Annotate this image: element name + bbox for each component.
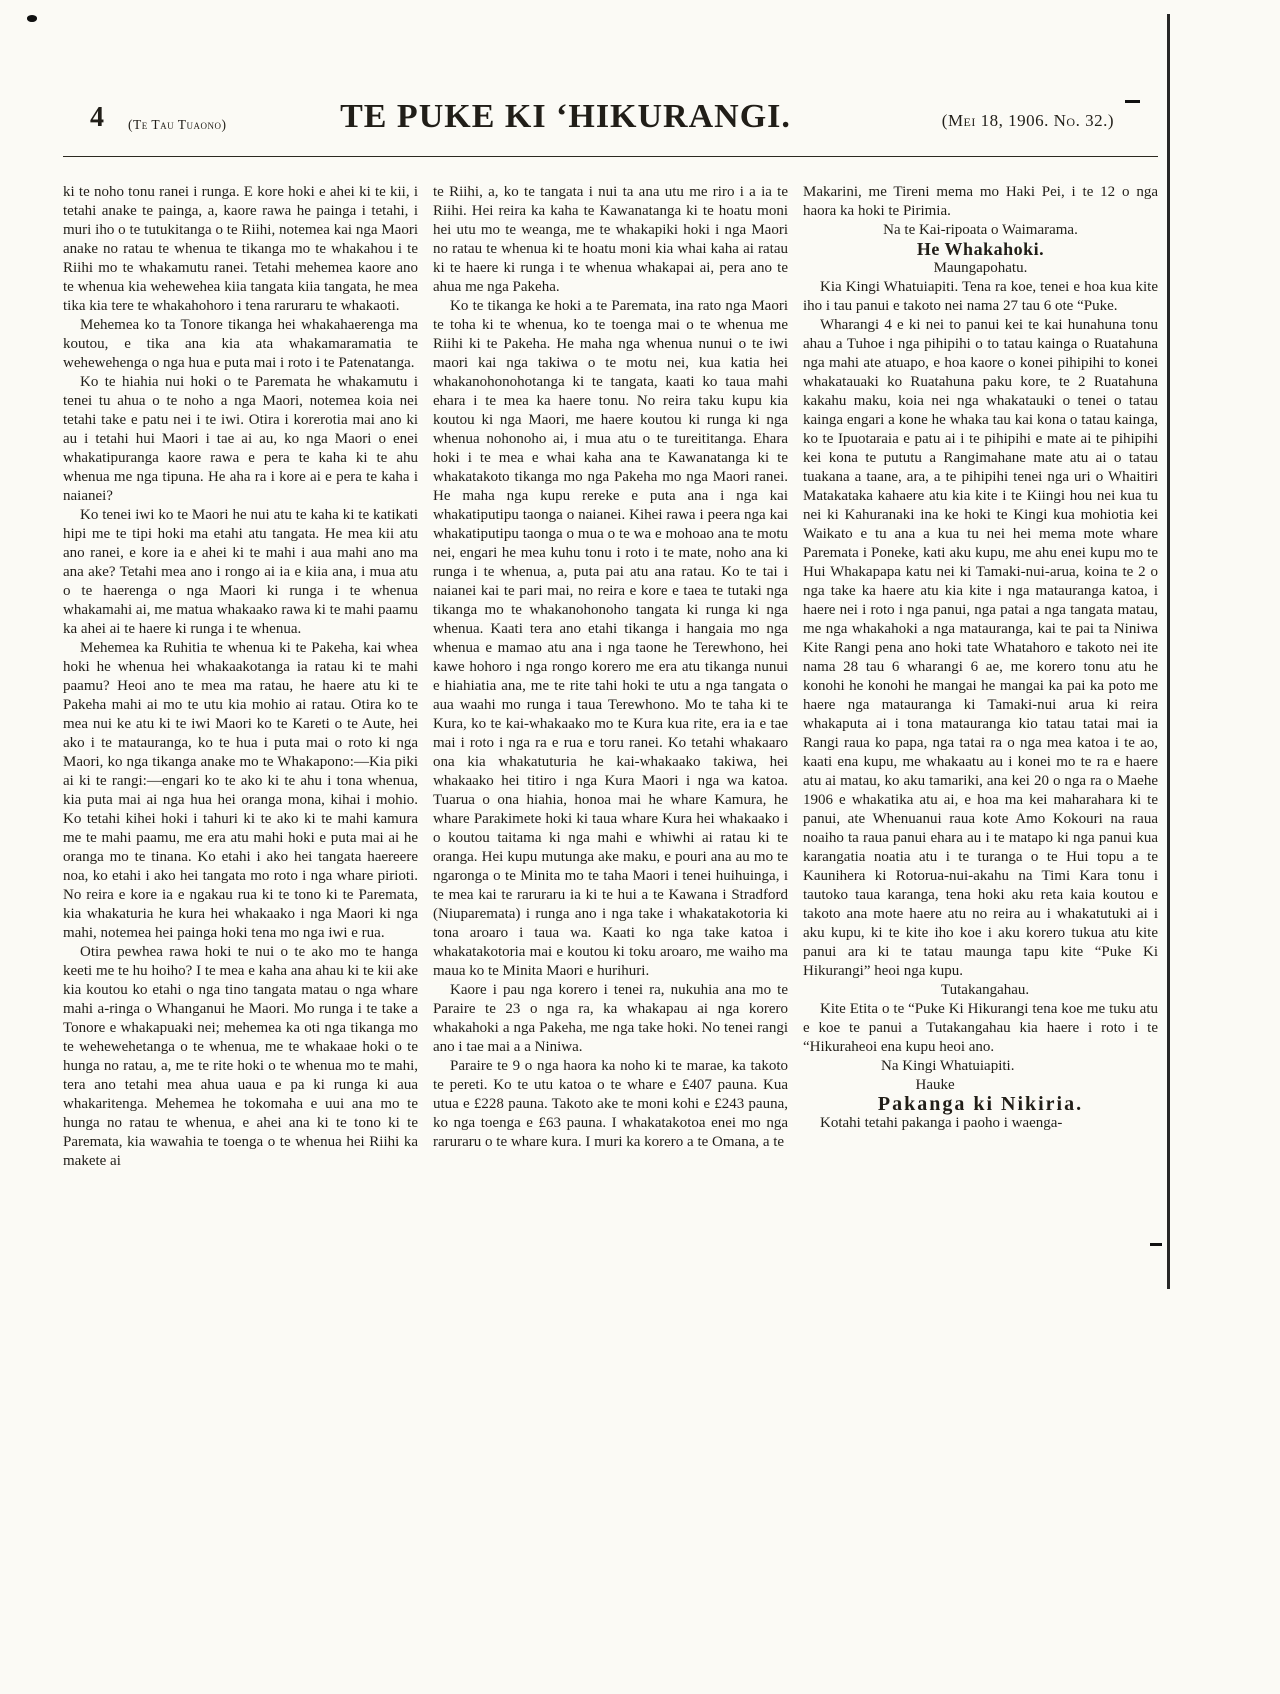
paragraph: ki te noho tonu ranei i runga. E kore hoki e ahei ki te kii, i tetahi anake te painga, a, kaore rawa he painga i tetahi, i muri iho o te tutukitanga o te Riihi, notemea kai nga Maori anake no ratau te whenua te tikanga mo te whakahou i te Riihi mo te whakamutu ranei. Tetahi mehemea kaore ano te whenua kia wehewehea kiia tangata kiia tangata, he mea tika kia tere te whakahohoro i tena raruraru te whakaoti. [63, 184, 418, 314]
masthead [63, 98, 1158, 152]
column-2 [433, 183, 788, 1171]
signature-hauke: Hauke [915, 1077, 955, 1093]
byline: Na te Kai-ripoata o Waimarama. [883, 222, 1078, 238]
article-heading-pakanga-ki-nikiria: Pakanga ki Nikiria. [877, 1093, 1084, 1115]
paragraph: Ko tenei iwi ko te Maori he nui atu te kaha ki te katikati hipi me te tipi hoki ma etahi atu tangata. He mea kii atu ano ranei, e kore ia e ahei ki te mahi i aua mahi ano ma ana ake? Tetahi mea ano i rongo ai ia e kiia ana, i mua atu o te haerenga o nga Maori ki runga i te whenua whakamahi ai, me matua whakaako rawa ki te mahi paamu ka ahei ai te haere ki runga i te whenua. [63, 507, 418, 637]
date-issue-number: (Mei 18, 1906. No. 32.) [941, 111, 1114, 130]
column-3 [803, 183, 1158, 1171]
signature-kingi-whatuiapiti: Na Kingi Whatuiapiti. [881, 1058, 1015, 1074]
paragraph: Makarini, me Tireni mema mo Haki Pei, i te 12 o nga haora ka hoki te Pirimia. [803, 184, 1158, 219]
paragraph: Kaore i pau nga korero i tenei ra, nukuhia ana mo te Paraire te 23 o nga ra, ka whakapau ai nga korero whakahoki a nga Pakeha, me nga take hoki. No tenei rangi ano i tae mai a a Niniwa. [433, 982, 788, 1055]
newspaper-title: TE PUKE KI ‘HIKURANGI. [340, 98, 791, 135]
article-columns [63, 183, 1158, 1171]
scan-artifact-dash-mid [1150, 1243, 1162, 1246]
column-1 [63, 183, 418, 1171]
paragraph: te Riihi, a, ko te tangata i nui ta ana utu me riro i a ia te Riihi. Hei reira ka kaha te Kawanatanga ki te hoatu moni hei utu mo te weanga, me te whakapiki hoki i nga Maori no ratau te whenua ki te hoatu moni kia whai kaha ai ratau ki te haere ki runga i te whenua whakapai ai, pera ano te ahua me nga Pakeha. [433, 184, 788, 295]
paragraph: Ko te hiahia nui hoki o te Paremata he whakamutu i tenei tu ahua o te noho a nga Maori, notemea koia nei tetahi take e patu nei i te iwi. Otira i korerotia mai ano ki au i tetahi hui Maori i tae ai au, ko nga Maori o enei whakatipuranga kaore rawa e pera te kaha ki te ahu whenua me nga tipuna. He aha ra i kore ai e pera te kaha i naianei? [63, 374, 418, 504]
paragraph: Paraire te 9 o nga haora ka noho ki te marae, ka takoto te pereti. Ko te utu katoa o te whare e £407 pauna. Kua utua e £228 pauna. Takoto ake te moni kohi e £243 pauna, ko nga toenga e £63 pauna. I whakatakotoa enei mo nga raruraru o te whare kura. I muri ka korero a te Omana, a te [433, 1058, 788, 1150]
paragraph: Kia Kingi Whatuiapiti. Tena ra koe, tenei e hoa kua kite iho i tau panui e takoto nei nama 27 tau 6 ote “Puke. [803, 279, 1158, 314]
scan-artifact-right-edge-line [1167, 14, 1170, 1289]
article-heading-he-whakahoki: He Whakahoki. [916, 239, 1045, 259]
edition-note: (Te Tau Tuaono) [128, 117, 227, 132]
paragraph: Wharangi 4 e ki nei to panui kei te kai hunahuna tonu ahau a Tuhoe i nga pihipihi o to tatau kainga o Ruatahuna nga mahi ate atuapo, e hoa kaore o konei pihipihi to konei whakatauaki ko Ruatahuna paku kore, te 2 Ruatahuna kakahu maku, koia nei nga whakatauki o tenei o tatau kainga engari a kone he whaka tau kai kona o tatau kainga, ko te Ipuotaraia e patu ai i te pihipihi e mate ai te pihipihi kei kona te pututu a Rangimahane mate atu ai o tatau tuakana a taane, ara, a te pihipihi tenei nga uri o Whaitiri Matakataka kahaere atu kia kite i te Kiingi hou nei kua tu nei ki Kahuranaki ina ke hoki te Kingi kua mohiotia kei Waikato e tu ana a kua tu nei hei mema mote whare Paremata i Poneke, kati aku kupu, me ahu enei kupu mo te Hui Whakapapa katu nei ki Tamaki-nui-arua, koina te 2 o nga take ka haere atu kia kite i nga matauranga katoa, i haere nei i roto i nga panui, nga patai a nga tangata matau, me nga whakahoki a nga matauranga, kai te pai ta Niniwa Kite Rangi pena ano hoki tate Whatahoro e takoto nei ite nama 28 tau 6 wharangi 6 ae, me korero tonu atu he konohi he konohi he mangai he mangai ka pai ka poto me haere nga matauranga ki Tamaki-nui arua ki reira whakaputa ai i tona matauranga kio tatau tatai mai ia Rangi raua ko papa, nga tatai ra o nga mea katoa i te ao, kaati ena kupu, me whakaatu au i konei mo te ra e haere atu ai matau, ko aku tamariki, ana kei 20 o nga ra o Maehe 1906 e whakatika atu ai, e hoa ma kei maharahara ki te panui, ate Whenuanui raua kote Amo Kokouri na raua noaiho ta raua panui ehara au i te matapo ki nga panui kua karangatia noatia atu i te turanga o te Hui topu a te Kaunihera ki Rotorua-nui-akahu na Timi Kara tonu i tautoko taua karanga, tena hoki aku reta kaia koutou e takoto ana mote haere atu no reira au i whakatutuki ai i aku kupu, ki te kite iho koe i aku korero tukua atu kite panui ara ki te tatau maunga tapu kite “Puke Ki Hikurangi” heoi nga kupu. [803, 317, 1158, 979]
paragraph: Mehemea ko ta Tonore tikanga hei whakahaerenga ma koutou, e tika ana kia ata whakamaramatia te wehewehenga o nga hua e puta mai i roto i te Patenatanga. [63, 317, 418, 371]
scan-artifact-top-left [27, 15, 37, 22]
paragraph: Kite Etita o te “Puke Ki Hikurangi tena koe me tuku atu e koe te panui a Tutakangahau kia haere i roto i te “Hikuraheoi ena kupu heoi ano. [803, 1001, 1158, 1055]
page-number: 4 [90, 102, 104, 133]
paragraph: Ko te tikanga ke hoki a te Paremata, ina rato nga Maori te toha ki te whenua, ko te toenga mai o te whenua me Riihi ki te Pakeha. He maha nga whenua nunui o te iwi maori kai nga takiwa o te motu nei, kua katia hei whakanohonohotanga ki te tangata, kaati ko taua mahi ehara i te mea ka haere tonu. No reira taku kupu kia koutou ki nga Maori, me haere koutou ki runga ki nga whenua nohonoho ai, i mua atu o te tureititanga. Ehara hoki i te mea e whai kaha ana te Kawanatanga ki te whakatakoto tikanga mo nga Pakeha mo nga Maori ranei. He maha nga kupu rereke e puta ana i nga kai whakatiputipu taonga o naianei. Kihei rawa i peera nga kai whakatiputipu taonga o mua o te wa e mohoao ana te motu nei, engari he mea kuhu tonu i roto i te mate, noho ana ki runga i te whenua, a, puta pai atu ana ratau. Ko te tai i naianei kai te pari mai, no reira e kore e taea te tutaki nga tikanga mo te whakanohonoho tangata ki runga ki nga whenua. Kaati tera ano etahi tikanga i hangaia mo nga whenua e mamao atu ana i nga taone he Terewhono, hei kawe hohoro i nga rongo korero me era atu tikanga nunui e hiahiatia ana, me te rite tahi hoki te utu a nga tangata o aua waahi mo runga i taua Terewhono. Mo te taha ki te Kura, ko te kai-whakaako mo te Kura kua rite, era ia e tae mai i roto i nga ra e rua e toru ranei. Ko tetahi whakaaro ona kia whakatuturia he kai-whakaako takiwa, hei whakaako hei titiro i nga Kura Maori i nga wa katoa. Tuarua o ona hiahia, honoa mai he whare Kamura, he whare Parakimete hoki ki taua whare Kura hei whakaako i o koutou taitama ki nga mahi e whiwhi ai ratau ki te oranga. Hei kupu mutunga ake maku, e pouri ana au mo te ngaronga o te Minita mo te taha Maori i tenei huihuinga, i te mea kai te raruraru ia ki te hui a te Kawana i Stradford (Niuparemata) i runga ano i nga take i whakatakotoria ki tona aroaro i taua wa. Kaati ko nga take katoa i whakatakotoria mai e koutou ki toku aroaro, me waiho ma maua ko te Minita Maori e hurihuri. [433, 298, 788, 979]
paragraph: Mehemea ka Ruhitia te whenua ki te Pakeha, kai whea hoki he whenua hei whakaakotanga ia ratau ki te mahi paamu? Heoi ano te mea ma ratau, he haere atu ki te Pakeha mahi ai mo te utu kia mohio ai ratau. Otira ko te mea nui ke atu ki te iwi Maori ko te Kareti o te Aute, hei ako i te matauranga, ko te hua i puta mai o roto ki nga Maori, ko nga tikanga anake mo te Whakapono:—Kia piki ai ki te rangi:—engari ko te ako ki te ahu i tona whenua, kia puta mai ai nga hua hei oranga mona, kihai i mohio. Ko tetahi kihei hoki i tahuri ki te ako ki te mahi kamura me te mahi paamu, me era atu mahi hoki e puta mai ai he oranga mo te tinana. Ko etahi i ako hei tangata haereere noa, ko etahi i ako hei tangata mo roto i nga whare pirioti. No reira e kore ia e ngakau rua ki te tono ki te Paremata, kia whakaturia he kura hei whakaako i nga Maori ki nga mahi, notemea hei painga hoki tena mo nga iwi e rua. [63, 640, 418, 941]
signature-tutakangahau: Tutakangahau. [941, 982, 1030, 998]
paragraph: Kotahi tetahi pakanga i paoho i waenga- [820, 1115, 1063, 1131]
paragraph: Otira pewhea rawa hoki te nui o te ako mo te hanga keeti me te hu hoiho? I te mea e kaha ana ahau ki te kii ake kia koutou ko etahi o nga tino tangata matau o nga whare mahi a-ringa o Whanganui he Maori. Mo runga i te take a Tonore e whakapuaki nei; mehemea ka oti nga tikanga mo te wehewehetanga o te whenua, me te whakaae hoki o te hunga no ratau, a, me te rite hoki o te whenua mo te mahi, tera ano tetahi mea ahua uaua e pa ki runga ki aua whakaritenga. Mehemea he tokomaha e uui ana mo te hunga no ratau te whenua, e ahei ana ki te tono ki te Paremata, kia wawahia te toenga o te whenua hei Riihi ka makete ai [63, 944, 418, 1169]
header-rule [63, 156, 1158, 157]
subheading-maungapohatu: Maungapohatu. [933, 260, 1028, 276]
